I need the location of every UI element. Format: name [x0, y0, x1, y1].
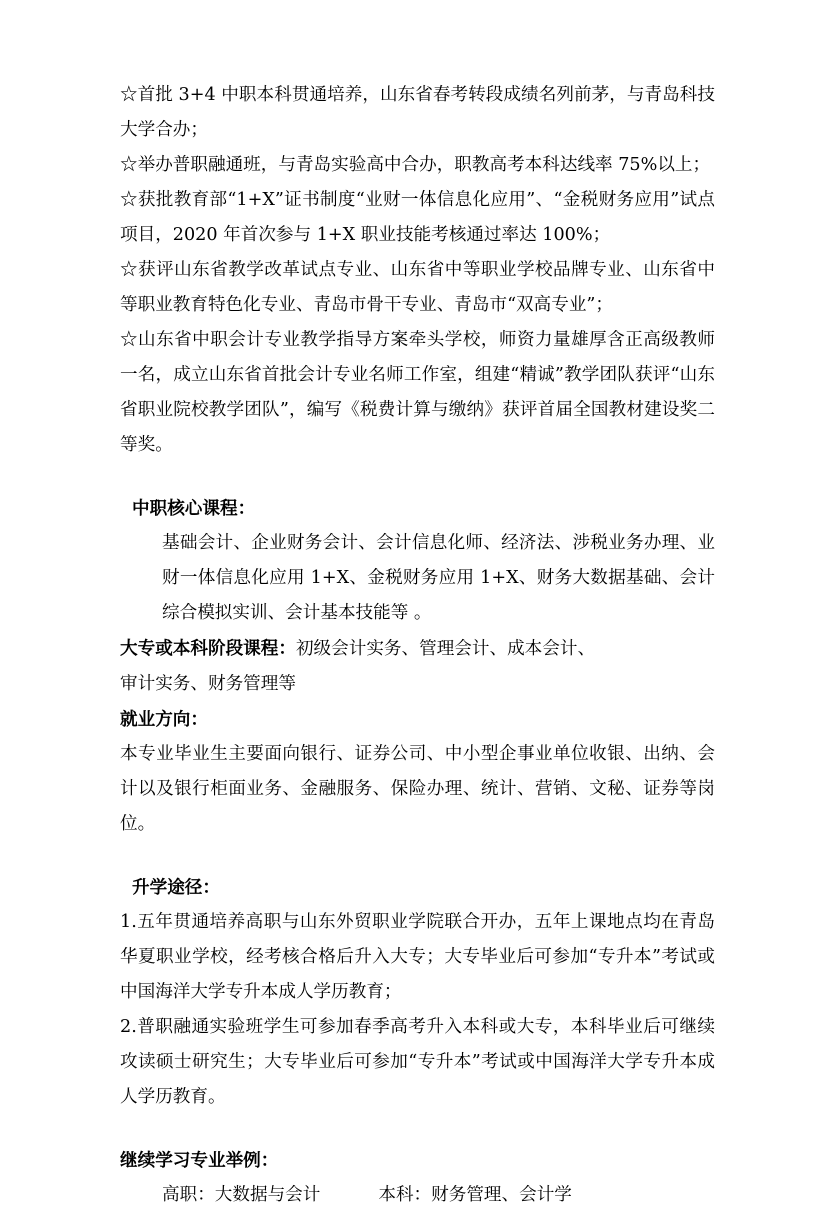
- advancement-item: 1.五年贯通培养高职与山东外贸职业学院联合开办，五年上课地点均在青岛华夏职业学校，经考核合格后升入大专；大专毕业后可参加“专升本”考试或中国海洋大学专升本成人学历教育；: [120, 912, 715, 1002]
- further-study-examples: [120, 1178, 715, 1213]
- spacer: [120, 463, 715, 491]
- further-study-vocational: 高职：大数据与会计: [162, 1185, 321, 1205]
- core-courses-heading: 中职核心课程：: [132, 498, 256, 519]
- college-courses-body: 初级会计实务、管理会计、成本会计、: [295, 639, 596, 659]
- highlights-block: [120, 78, 715, 463]
- college-courses-body-continued: 审计实务、财务管理等: [120, 674, 296, 694]
- highlight-line: ☆举办普职融通班，与青岛实验高中合办，职教高考本科达线率 75%以上；: [120, 155, 711, 175]
- further-study-heading: 继续学习专业举例：: [120, 1150, 279, 1171]
- advancement-heading: 升学途径：: [132, 877, 220, 898]
- spacer: [120, 842, 715, 870]
- core-courses-body: 基础会计、企业财务会计、会计信息化师、经济法、涉税业务办理、业财一体信息化应用 1+X、金税财务应用 1+X、财务大数据基础、会计综合模拟实训、会计基本技能等 。: [162, 533, 715, 623]
- college-courses-paragraph: [120, 631, 715, 667]
- advancement-item: 2.普职融通实验班学生可参加春季高考升入本科或大专，本科毕业后可继续攻读硕士研究生；大专毕业后可参加“专升本”考试或中国海洋大学专升本成人学历教育。: [120, 1017, 715, 1107]
- highlight-line: ☆首批 3+4 中职本科贯通培养，山东省春考转段成绩名列前茅，与青岛科技大学合办；: [120, 85, 715, 140]
- highlight-line: ☆获评山东省教学改革试点专业、山东省中等职业学校品牌专业、山东省中等职业教育特色化专业、青岛市骨干专业、青岛市“双高专业”；: [120, 260, 715, 315]
- college-courses-heading: 大专或本科阶段课程：: [120, 638, 296, 659]
- highlight-line: ☆获批教育部“1+X”证书制度“业财一体信息化应用”、“金税财务应用”试点项目，2020 年首次参与 1+X 职业技能考核通过率达 100%；: [120, 190, 715, 245]
- employment-body: 本专业毕业生主要面向银行、证券公司、中小型企事业单位收银、出纳、会计以及银行柜面业务、金融服务、保险办理、统计、营销、文秘、证券等岗位。: [120, 744, 715, 834]
- employment-heading: 就业方向：: [120, 709, 208, 730]
- highlight-line: ☆山东省中职会计专业教学指导方案牵头学校，师资力量雄厚含正高级教师一名，成立山东省首批会计专业名师工作室，组建“精诚”教学团队获评“山东省职业院校教学团队”，编写《税费计算与缴纳》获评首届全国教材建设奖二等奖。: [120, 330, 715, 455]
- spacer: [120, 1115, 715, 1143]
- further-study-undergraduate: 本科：财务管理、会计学: [378, 1185, 572, 1205]
